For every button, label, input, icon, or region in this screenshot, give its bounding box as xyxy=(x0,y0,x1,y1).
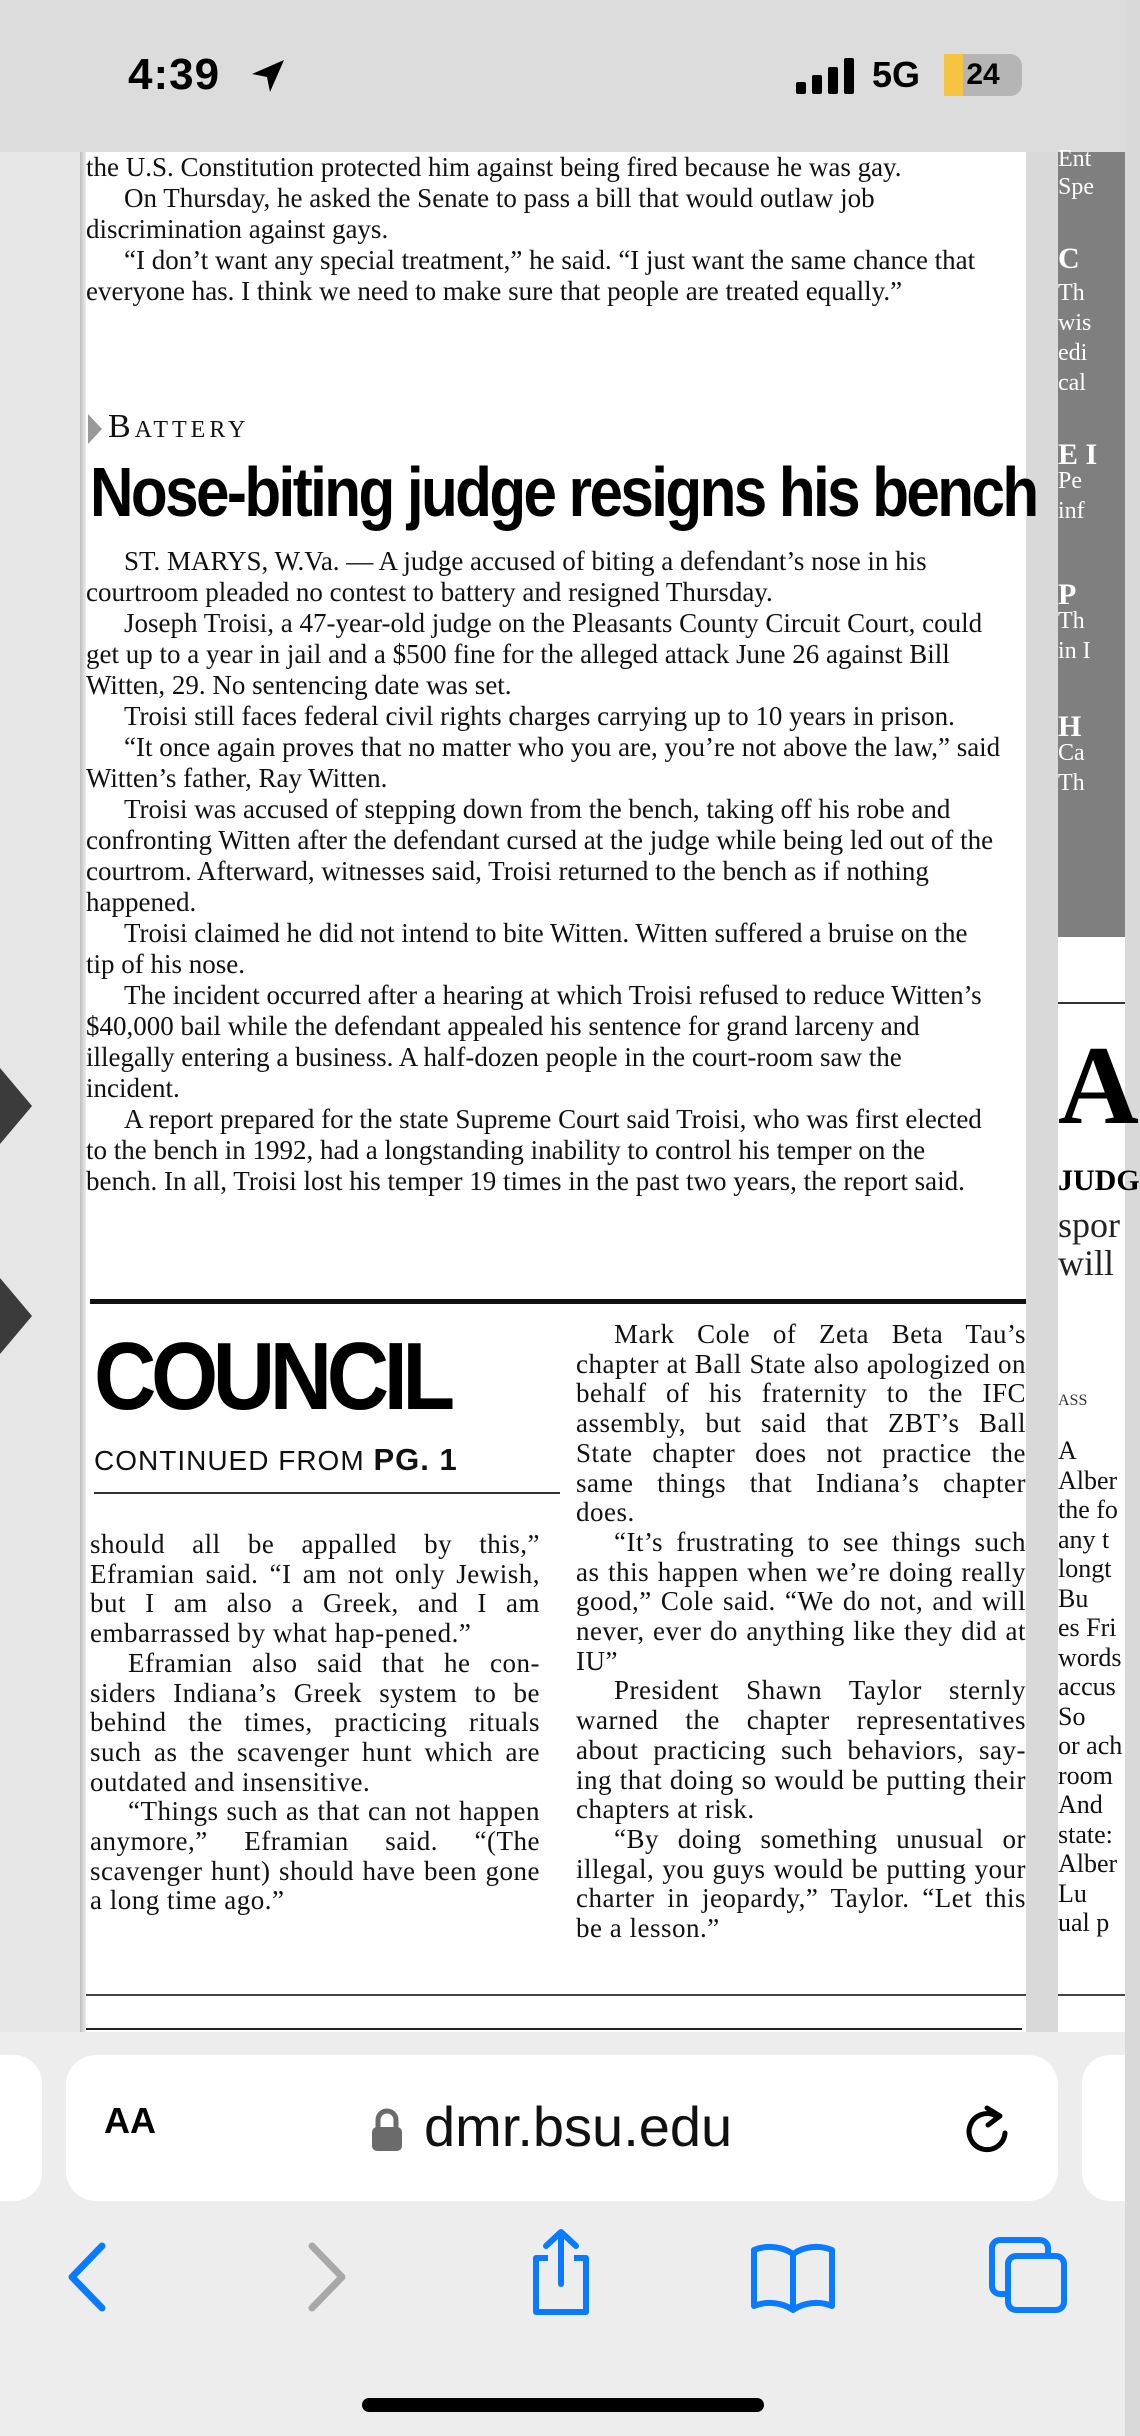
next-page-text-fragment: Pe xyxy=(1058,468,1082,494)
story-paragraph: Troisi still faces federal civil rights charges carrying up to 10 years in prison. xyxy=(124,701,955,731)
next-page-text-fragment: cal xyxy=(1058,370,1086,396)
next-page-text-fragment: state: xyxy=(1058,1819,1113,1849)
story-paragraph: A report prepared for the state Supreme Court said Troisi, who was first elected to the bench in 1992, had a longstanding inability to control his temper on the bench. In all, Troisi lost his temper 19 times in the past two years, the report said. xyxy=(86,1104,982,1196)
next-page-text-fragment: Alber xyxy=(1058,1849,1118,1878)
continued-label: CONTINUED FROM xyxy=(94,1445,365,1476)
story-paragraph: ST. MARYS, W.Va. — A judge accused of biting a defendant’s nose in his courtroom pleaded no contest to battery and resigned Thursday. xyxy=(86,546,927,607)
next-page-text-fragment: room xyxy=(1058,1760,1113,1790)
next-page-rule xyxy=(1058,1994,1125,1996)
back-icon[interactable] xyxy=(64,2242,108,2312)
story-headline: Nose-biting judge resigns his bench xyxy=(90,453,1037,531)
next-page-text-fragment: So xyxy=(1058,1701,1086,1731)
bookmarks-icon[interactable] xyxy=(750,2240,836,2312)
continued-from xyxy=(94,1442,458,1478)
next-page-rule xyxy=(1058,1002,1125,1004)
next-page-text-fragment: H xyxy=(1058,710,1082,743)
council-paragraph: Eframian also said that he con-siders Indiana’s Greek system to be behind the times, practicing rituals such as the scavenger hunt which are outdated and insensitive. xyxy=(90,1647,540,1797)
left-page-tab-icon[interactable] xyxy=(0,1278,34,1354)
aa-label: AA xyxy=(104,2100,156,2141)
next-page-text-fragment: es Fri xyxy=(1058,1613,1117,1642)
cellular-signal-icon xyxy=(796,58,858,94)
article-paragraph: the U.S. Constitution protected him against being fired because he was gay. xyxy=(86,152,902,182)
reload-icon[interactable] xyxy=(960,2104,1014,2158)
section-divider xyxy=(90,1299,1026,1304)
next-page-text-fragment: will xyxy=(1058,1243,1115,1283)
next-page-text-fragment: ual p xyxy=(1058,1908,1110,1937)
council-column-2 xyxy=(576,1320,1026,1944)
story-paragraph: Troisi claimed he did not intend to bite Witten. Witten suffered a bruise on the tip of his nose. xyxy=(86,918,968,979)
left-page-tab-icon[interactable] xyxy=(0,1068,34,1144)
next-page-text-fragment: Th xyxy=(1058,770,1085,796)
story-paragraph: Troisi was accused of stepping down from the bench, taking off his robe and confronting Witten after the defendant cursed at the judge while being led out of the courtrom. Afterward, witnesses said, Troisi returned to the bench as if nothing happened. xyxy=(86,794,994,917)
tabs-icon[interactable] xyxy=(988,2236,1070,2314)
next-page-text-fragment: inf xyxy=(1058,498,1085,524)
page-bottom-rule xyxy=(86,1994,1026,1996)
story-paragraph: Joseph Troisi, a 47-year-old judge on the Pleasants County Circuit Court, could get up to a year in jail and a $500 fine for the alleged attack June 26 against Bill Witten, 29. No sentencing date was set. xyxy=(86,608,983,700)
next-page-text-fragment: JUDG xyxy=(1058,1164,1140,1197)
next-page-text-fragment: the fo xyxy=(1058,1495,1118,1524)
status-time: 4:39 xyxy=(128,50,221,99)
lock-icon xyxy=(370,2108,404,2152)
next-page-text-fragment: or ach xyxy=(1058,1731,1123,1760)
url-text[interactable]: dmr.bsu.edu xyxy=(424,2095,733,2158)
next-page-text-fragment: longt xyxy=(1058,1554,1112,1583)
next-page-text-fragment: accus xyxy=(1058,1672,1116,1701)
next-page-text-fragment: spor xyxy=(1058,1205,1120,1245)
next-page-text-fragment: Alber xyxy=(1058,1465,1118,1495)
battery-icon xyxy=(944,54,1022,96)
council-paragraph: Mark Cole of Zeta Beta Tau’s chapter at Ball State also apologized on behalf of his fraternity to the IFC assembly, but said that ZBT’s Ball State chapter does not practice the same things that Indiana’s chapter does. xyxy=(576,1319,1026,1528)
next-page-text-fragment: P xyxy=(1058,578,1077,611)
next-page-text-fragment: Bu xyxy=(1058,1583,1089,1613)
council-paragraph: “By doing something unusual or illegal, you guys would be putting your charter in jeopardy,” Taylor. “Let this be a lesson.” xyxy=(576,1823,1026,1944)
status-bar xyxy=(0,0,1125,152)
story-paragraph: The incident occurred after a hearing at which Troisi refused to reduce Witten’s $40,000 bail while the defendant appealed his sentence for grand larceny and illegally entering a business. A half-dozen people in the court-room saw the incident. xyxy=(86,980,982,1103)
next-page-text-fragment: C xyxy=(1058,242,1080,275)
article-paragraph: On Thursday, he asked the Senate to pass a bill that would outlaw job discrimination against gays. xyxy=(86,183,875,244)
council-headline: COUNCIL xyxy=(94,1323,450,1430)
next-page-text-fragment: Th xyxy=(1058,608,1085,634)
article-top-continuation xyxy=(86,152,1001,307)
next-page-text-fragment: A xyxy=(1058,1436,1077,1465)
next-tab-preview[interactable] xyxy=(1082,2055,1125,2201)
next-page-text-fragment: E I xyxy=(1058,438,1098,471)
newspaper-page xyxy=(86,152,1037,2032)
next-page-text-fragment: wis xyxy=(1058,310,1092,336)
page-bottom-rule xyxy=(86,2028,1022,2030)
next-page-text-fragment: Ent xyxy=(1058,146,1092,172)
council-paragraph: “It’s frustrating to see things such as this happen when we’re doing really good,” Cole said. “We do not, and will never, ever do anything like they did at IU” xyxy=(576,1526,1026,1676)
next-page-text-fragment: And xyxy=(1058,1790,1103,1819)
next-page-text-fragment: edi xyxy=(1058,340,1088,366)
reader-options-button[interactable] xyxy=(104,2100,156,2142)
next-page-text-fragment: in I xyxy=(1058,638,1091,664)
council-paragraph: “Things such as that can not happen anymore,” Eframian said. “(The scavenger hunt) should have been gone a long time ago.” xyxy=(90,1796,540,1916)
council-column-1 xyxy=(90,1530,540,1916)
home-indicator xyxy=(362,2398,764,2412)
forward-icon[interactable] xyxy=(306,2242,350,2312)
story-kicker: Battery xyxy=(108,408,250,445)
next-page-text-fragment: Lu xyxy=(1058,1878,1087,1908)
location-arrow-icon xyxy=(248,56,288,96)
column-divider xyxy=(94,1492,560,1494)
next-page-text-fragment: ASS xyxy=(1058,1392,1088,1409)
council-paragraph: should all be appalled by this,” Eframian said. “I am not only Jewish, but I am also a Greek, and I am embarrassed by what hap-pened.” xyxy=(90,1529,540,1649)
council-paragraph: President Shawn Taylor sternly warned the chapter representatives about practicing such behaviors, say-ing that doing so would be putting their chapters at risk. xyxy=(576,1675,1026,1825)
share-icon[interactable] xyxy=(526,2228,596,2316)
kicker-arrow-icon xyxy=(88,414,102,444)
next-page-text-fragment: Ca xyxy=(1058,740,1085,766)
next-page-text-fragment: Spe xyxy=(1058,174,1094,200)
next-page-preview[interactable] xyxy=(1058,146,1140,2032)
continued-page: PG. 1 xyxy=(373,1442,458,1477)
story-paragraph: “It once again proves that no matter who you are, you’re not above the law,” said Witten’s father, Ray Witten. xyxy=(86,732,1001,793)
story-body xyxy=(86,546,1001,1197)
next-page-text-fragment: Th xyxy=(1058,280,1085,306)
previous-tab-preview[interactable] xyxy=(0,2055,42,2201)
battery-level: 24 xyxy=(966,58,1000,91)
article-paragraph: “I don’t want any special treatment,” he said. “I just want the same chance that everyone has. I think we need to make sure that people are treated equally.” xyxy=(86,245,976,306)
network-type: 5G xyxy=(872,54,921,95)
next-page-text-fragment: any t xyxy=(1058,1524,1110,1554)
next-page-text-fragment: words xyxy=(1058,1642,1122,1672)
next-page-headline-fragment: A xyxy=(1058,1024,1139,1148)
